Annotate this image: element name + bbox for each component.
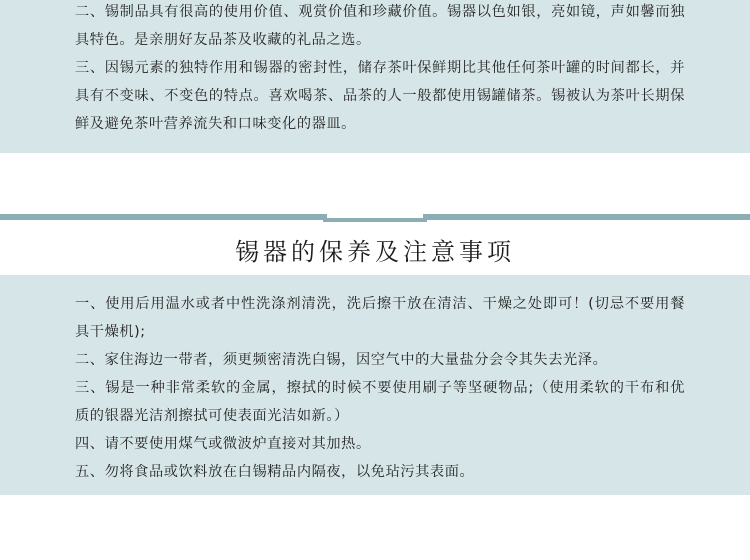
intro-paragraph: 三、因锡元素的独特作用和锡器的密封性，储存茶叶保鲜期比其他任何茶叶罐的时间都长，并具有不变味、不变色的特点。喜欢喝茶、品茶的人一般都使用锡罐储茶。锡被认为茶叶长期保鲜及避免茶叶营养流失和口味变化的器皿。 — [75, 60, 685, 132]
care-item: 五、勿将食品或饮料放在白锡精品内隔夜，以免玷污其表面。 — [75, 464, 475, 480]
divider-notch-inner — [327, 214, 423, 218]
care-list — [75, 290, 685, 486]
care-item: 一、使用后用温水或者中性洗涤剂清洗，洗后擦干放在清洁、干燥之处即可！(切忌不要用餐具干燥机); — [75, 296, 685, 340]
intro-paragraph: 二、锡制品具有很高的使用价值、观赏价值和珍藏价值。锡器以色如银，亮如镜，声如馨而独具特色。是亲朋好友品茶及收藏的礼品之选。 — [75, 4, 685, 48]
care-item: 四、请不要使用煤气或微波炉直接对其加热。 — [75, 436, 371, 452]
section-title: 锡器的保养及注意事项 — [235, 238, 515, 266]
section-divider — [0, 214, 750, 226]
intro-text — [75, 0, 685, 138]
care-item: 三、锡是一种非常柔软的金属，擦拭的时候不要使用刷子等坚硬物品;（使用柔软的干布和优质的银器光洁剂擦拭可使表面光洁如新。） — [75, 380, 685, 424]
care-item: 二、家住海边一带者，须更频密清洗白锡，因空气中的大量盐分会令其失去光泽。 — [75, 352, 608, 368]
